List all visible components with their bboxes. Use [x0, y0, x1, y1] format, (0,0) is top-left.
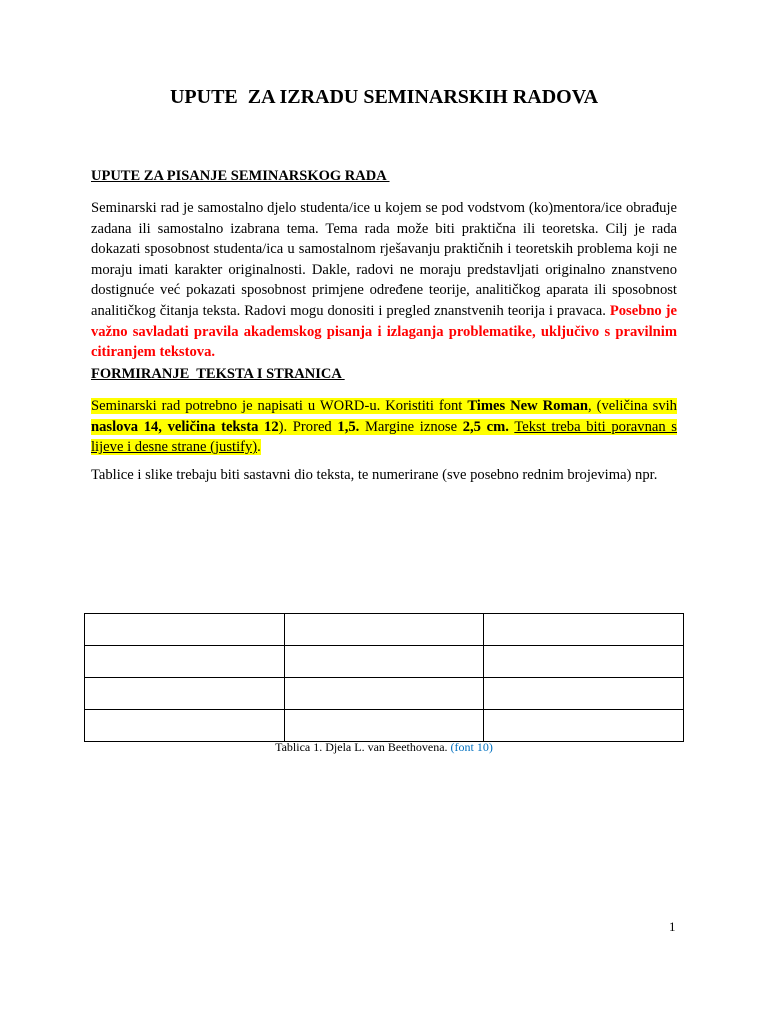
table-row	[85, 646, 684, 678]
section-heading-formatting: FORMIRANJE TEKSTA I STRANICA	[91, 366, 345, 382]
table-cell	[484, 646, 684, 678]
tables-paragraph: Tablice i slike trebaju biti sastavni dio teksta, te numerirane (sve posebno rednim brojevima) npr.	[91, 467, 658, 483]
table-cell	[85, 710, 285, 742]
section-heading-writing: UPUTE ZA PISANJE SEMINARSKOG RADA	[91, 168, 390, 184]
formatting-spacing: 1,5.	[337, 418, 360, 435]
example-table	[84, 613, 684, 742]
intro-paragraph	[91, 198, 677, 363]
formatting-paragraph	[91, 396, 677, 458]
table-cell	[284, 614, 484, 646]
table-row	[85, 614, 684, 646]
table-cell	[85, 646, 285, 678]
table-cell	[284, 678, 484, 710]
caption-text: Tablica 1. Djela L. van Beethovena.	[275, 740, 451, 754]
formatting-text-1: Seminarski rad potrebno je napisati u WORD-u. Koristiti font	[91, 398, 468, 414]
page-number: 1	[669, 919, 676, 934]
table-row	[85, 678, 684, 710]
table-cell	[284, 646, 484, 678]
formatting-text-3: ). Prored	[278, 418, 338, 435]
table-cell	[85, 678, 285, 710]
formatting-text-6: .	[257, 439, 261, 456]
table-cell	[484, 614, 684, 646]
intro-emphasis-red: Posebno je važno savladati pravila akademskog pisanja i izlaganja problematike, uključivo s pravilnim citiranjem tekstova.	[91, 302, 677, 361]
document-title: UPUTE ZA IZRADU SEMINARSKIH RADOVA	[169, 86, 599, 108]
formatting-font-name: Times New Roman	[467, 398, 589, 414]
table-cell	[484, 678, 684, 710]
table-cell	[484, 710, 684, 742]
formatting-margins: 2,5 cm.	[462, 418, 509, 435]
formatting-sizes: naslova 14, veličina teksta 12	[91, 418, 279, 435]
table-cell	[284, 710, 484, 742]
intro-text: Seminarski rad je samostalno djelo studenta/ice u kojem se pod vodstvom (ko)mentora/ice obrađuje zadana ili samostalno izabrana tema. Tema rada može biti praktična ili teoretska. Cilj je rada dokazati sposobnost studenta/ica u samostalnom rješavanju praktičnih i teoretskih problema koji ne moraju imati karakter originalnosti. Dakle, radovi ne moraju predstavljati originalno znanstveno dostignuće već pokazati sposobnost primjene određene teorije, analitičkog aparata ili sposobnost analitičkog čitanja teksta. Radovi mogu donositi i pregled znanstvenih teorija i pravaca.	[91, 200, 677, 319]
formatting-text-2: , (veličina svih	[588, 398, 677, 414]
formatting-justify: Tekst treba biti poravnan s lijeve i desne strane (justify)	[91, 418, 677, 456]
formatting-text-4: Margine iznose	[359, 418, 463, 435]
table-caption	[0, 740, 768, 755]
table-cell	[85, 614, 285, 646]
caption-font-note: (font 10)	[450, 740, 493, 754]
table-row	[85, 710, 684, 742]
